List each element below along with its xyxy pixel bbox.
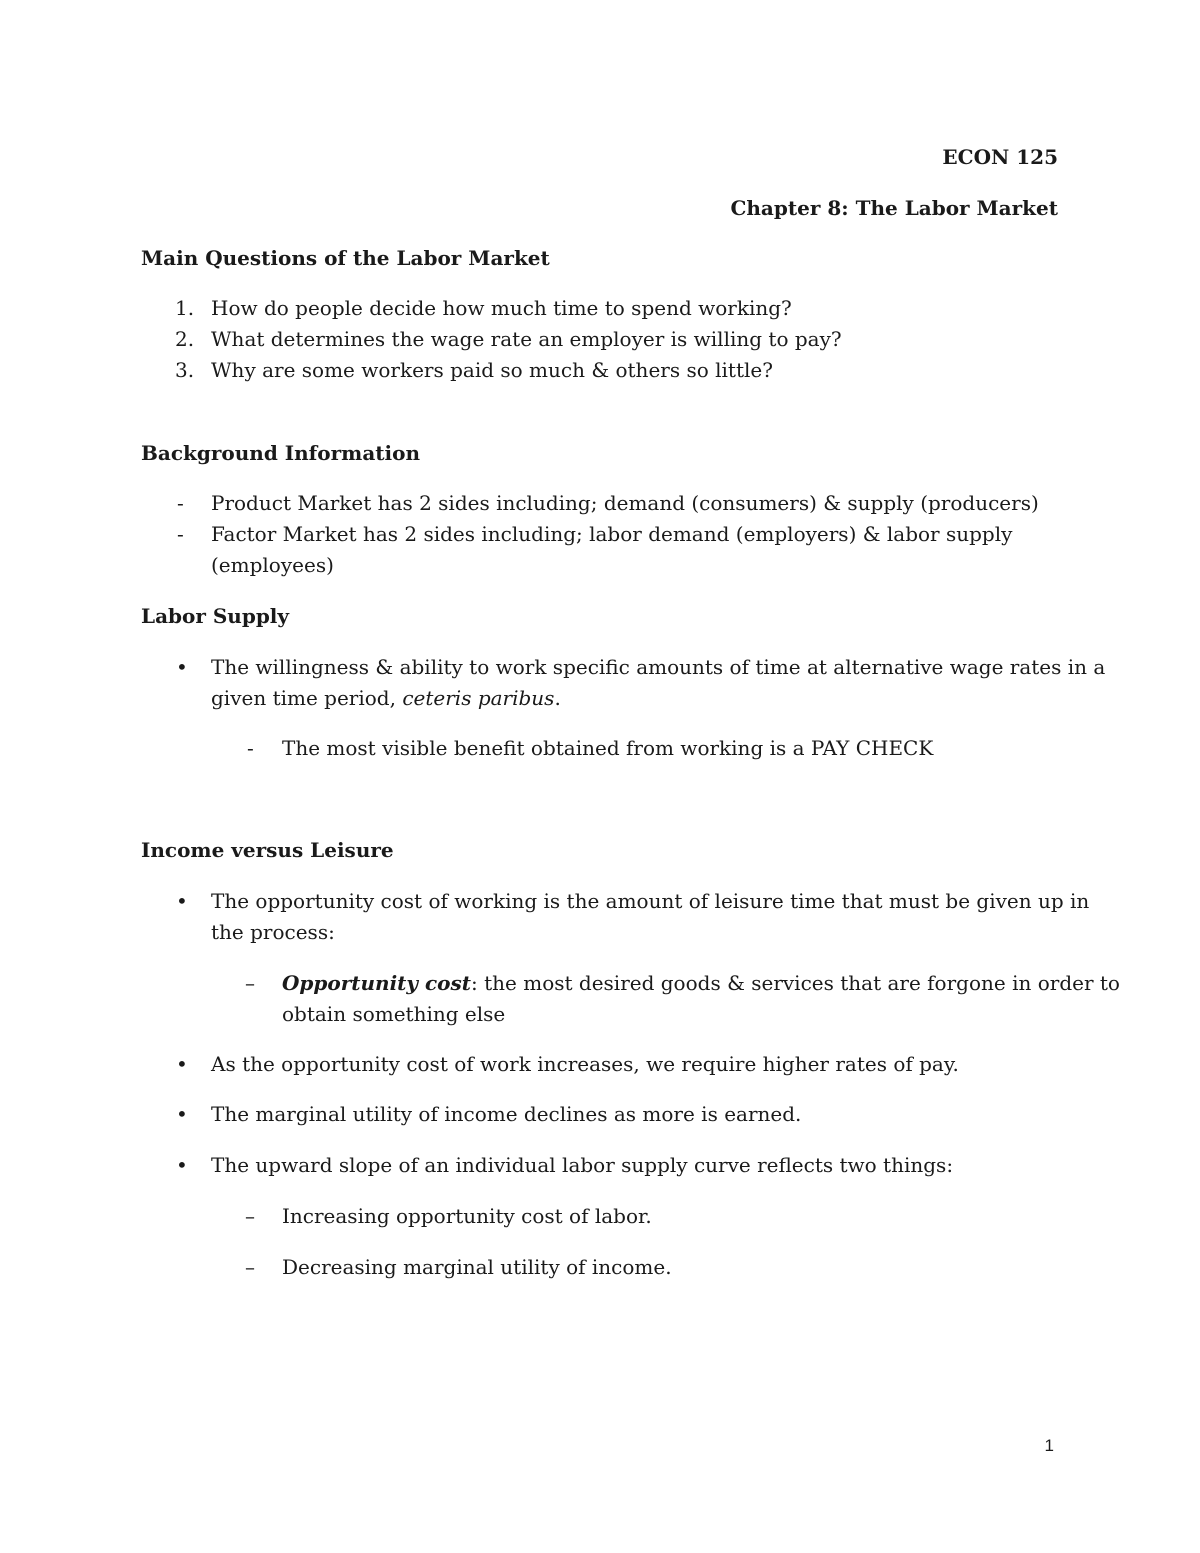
bullet-text: The willingness & ability to work specific amounts of time at alternative wage rates in a — [211, 655, 1106, 679]
sub-bullet-text: The most visible benefit obtained from working is a PAY CHECK — [282, 736, 934, 760]
list-marker: 1. — [175, 296, 195, 320]
sub-bullet-marker: - — [247, 736, 254, 760]
bullet-text-continuation: the process: — [211, 920, 335, 944]
bullet-marker: • — [176, 655, 188, 679]
bullet-text: The opportunity cost of working is the amount of leisure time that must be given up in — [211, 889, 1090, 913]
sub-bullet-text — [282, 973, 1120, 993]
latin-term: ceteris paribus — [402, 686, 555, 710]
list-marker: - — [177, 522, 184, 546]
sub-bullet-text-continuation: obtain something else — [282, 1002, 506, 1026]
sub-bullet-marker: – — [245, 1204, 255, 1228]
section-heading-labor-supply: Labor Supply — [141, 604, 290, 628]
chapter-title: Chapter 8: The Labor Market — [730, 196, 1058, 220]
bullet-text-plain: given time period, — [211, 686, 403, 710]
bullet-text-punctuation: . — [554, 686, 561, 710]
defined-term: Opportunity cost — [282, 971, 472, 995]
bullet-text: The marginal utility of income declines as more is earned. — [211, 1102, 802, 1126]
list-item-text-continuation: (employees) — [211, 553, 334, 577]
section-heading-background: Background Information — [141, 441, 421, 465]
bullet-text: The upward slope of an individual labor supply curve reflects two things: — [211, 1153, 954, 1177]
sub-bullet-marker: – — [245, 971, 255, 995]
sub-bullet-marker: – — [245, 1255, 255, 1279]
bullet-marker: • — [176, 1052, 188, 1076]
bullet-text-continuation — [211, 688, 561, 708]
course-code: ECON 125 — [942, 145, 1058, 169]
section-heading-main-questions: Main Questions of the Labor Market — [141, 246, 550, 270]
list-item-text: Factor Market has 2 sides including; labor demand (employers) & labor supply — [211, 522, 1013, 546]
list-marker: - — [177, 491, 184, 515]
list-item-text: Why are some workers paid so much & others so little? — [211, 358, 773, 382]
sub-bullet-text: Increasing opportunity cost of labor. — [282, 1204, 652, 1228]
list-marker: 2. — [175, 327, 195, 351]
bullet-marker: • — [176, 1153, 188, 1177]
list-item-text: How do people decide how much time to spend working? — [211, 296, 792, 320]
page-number: 1 — [1044, 1436, 1054, 1455]
sub-bullet-text: Decreasing marginal utility of income. — [282, 1255, 672, 1279]
list-item-text: Product Market has 2 sides including; demand (consumers) & supply (producers) — [211, 491, 1039, 515]
bullet-marker: • — [176, 1102, 188, 1126]
list-marker: 3. — [175, 358, 195, 382]
bullet-marker: • — [176, 889, 188, 913]
bullet-text: As the opportunity cost of work increases, we require higher rates of pay. — [211, 1052, 959, 1076]
section-heading-income-leisure: Income versus Leisure — [141, 838, 394, 862]
list-item-text: What determines the wage rate an employer is willing to pay? — [211, 327, 842, 351]
definition-text: : the most desired goods & services that are forgone in order to — [471, 971, 1120, 995]
